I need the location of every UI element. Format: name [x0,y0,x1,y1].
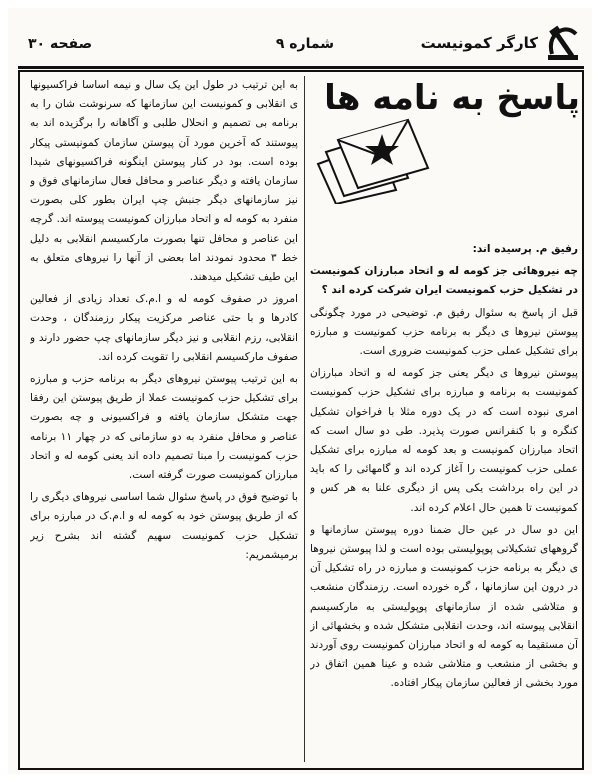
question-text: چه نیروهائی جز کومه له و اتحاد مبارزان کمونیست در تشکیل حزب کمونیست ایران شرکت کرده اند ؟ [310,265,578,297]
hammer-sickle-icon [546,24,580,62]
page-header [18,22,584,69]
paragraph: قبل از پاسخ به سئوال رفیق م. توضیحی در مورد چگونگی پیوستن نیروها ی دیگر به برنامه حزب کمونیست و مبارزه برای تشکیل عملی حزب کمونیست ضروری است. [310,306,578,358]
newspaper-page [8,8,592,774]
paragraph: این دو سال در عین حال ضمنا دوره پیوستن سازمانها و گروههای تشکیلاتی پوپولیستی بوده است و لذا پیوستن نیروها ی دیگر به برنامه حزب کمونیست و مبارزه در راه تشکیل آن در درون این سازمانها ، گره خورده است. رزمندگان منشعب و متلاشی شده از سازمانهای پوپولیستی به مارکسیسم انقلابی پیوسته اند، وحدت انقلابی متشکل شده و بخشهائی از آن مستقیما به کومه له و اتحاد مبارزان کمونیست روی آوردند و بخشی از منشعب و متلاشی شده و عینا همین اتفاق در مورد بخشی از فعالین سازمان پیکار افتاده. [310,523,578,690]
section-title: پاسخ به نامه ها [324,78,580,118]
column-divider [304,76,305,762]
issue-number: شماره ۹ [275,36,334,52]
question-intro: رفیق م. پرسیده اند: [472,243,578,255]
right-column [310,240,578,762]
paragraph: با توضیح فوق در پاسخ سئوال شما اساسی نیروهای دیگری را که از طریق پیوستن خود به کومه له و ا.م.ک در مبارزه برای تشکیل حزب کمونیست سهیم گشته اند بشرح زیر برمیشمریم: [30,491,298,561]
envelope-star-icon [312,112,436,204]
paragraph: پیوستن نیروها ی دیگر یعنی جز کومه له و اتحاد مبارزان کمونیست به برنامه و مبارزه برای تشکیل حزب کمونیست امری نبوده است که در یک دوره مثلا با فراخوان تشکیل کنگره و با کنفرانس صورت پذیرد. طی دو سال است که اتحاد مبارزان کمونیست و بعد کومه له مبارزه برای تشکیل عملی حزب کمونیست را آغاز کرده اند و گامهائی را که باید در این راه برداشت یکی پس از دیگری علنا به هر کس و کمونیست تا همین حال اعلام کرده اند. [310,367,578,514]
left-column [30,76,298,762]
masthead-title: کارگر کمونیست [420,34,538,52]
paragraph: امروز در صفوف کومه له و ا.م.ک تعداد زیادی از فعالین کادرها و با حتی عناصر مرکزیت پیکار رزمندگان ، وحدت انقلابی، رزم انقلابی و نیز دیگر سازمانهای چپ حضور دارند و صفوف مارکسیسم انقلابی را تقویت کرده اند. [30,293,298,363]
paragraph: به این ترتیب در طول این یک سال و نیمه اساسا فراکسیونها ی انقلابی و کمونیست این سازمانها که سرنوشت شان را به برنامه بی تصمیم و انحلال طلبی و آگاهانه را برگزیده اند به پیوستند که آخرین مورد آن پیوستن سازمان کمونیستی پیکار بوده است. بود در کنار پیوستن اینگونه فراکسیونهای شیدا سازمان یافته و دیگر عناصر و محافل فعال سازمانهای فوق و نیز سازمانهای دیگر جنبش چپ ایران بطور کلی بصورت منفرد به کومه له و اتحاد مبارزان کمونیست پیوسته اند. گرچه این عناصر و محافل تنها بصورت مارکسیسم انقلابی به دلیل خط ۳ محدود نمودند اما بعضی از آنها را نیروهای متعلق به این طیف تشکیل میدهند. [30,79,298,284]
paragraph: به این ترتیب پیوستن نیروهای دیگر به برنامه حزب و مبارزه برای تشکیل حزب کمونیست عملا از طریق پیوستن این رفقا جهت متشکل سازمان یافته و فراکسیونی و چه بصورت عناصر و محافل منفرد به دو سازمانی که در چهار ۱۱ برنامه حزب کمونیست را مبنا تصمیم داده اند یعنی کومه له و اتحاد مبارزان کمونیست صورت گرفته است. [30,373,298,482]
page-number: صفحه ۳۰ [28,36,93,52]
